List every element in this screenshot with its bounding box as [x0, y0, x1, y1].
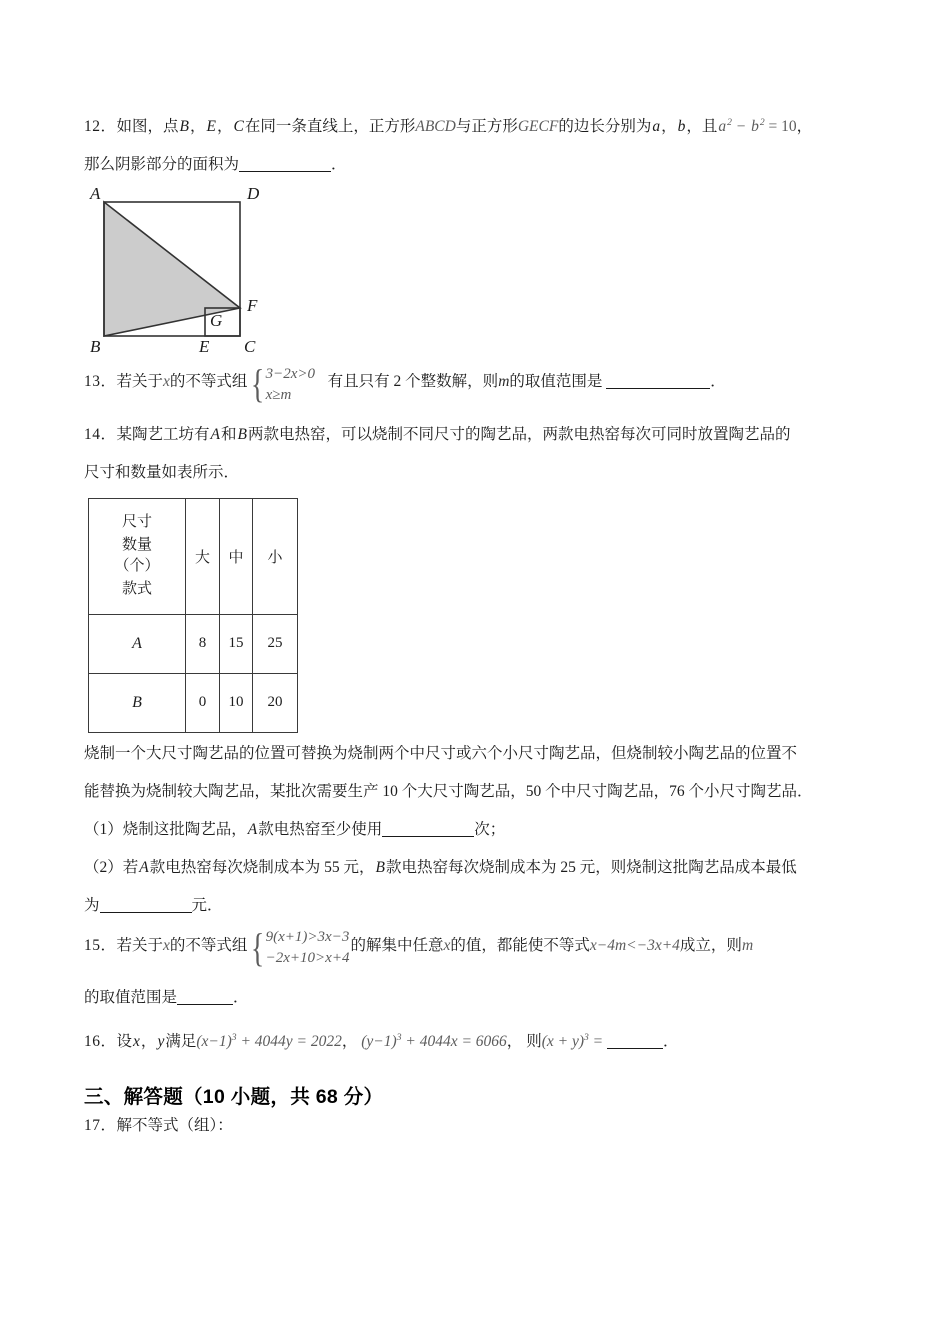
- row-b-medium: [220, 673, 253, 732]
- question-13-var-m: m: [498, 373, 510, 391]
- question-14-sub2-blank[interactable]: [100, 912, 192, 913]
- row-b-large-value: 0: [198, 694, 207, 711]
- question-14-sub1-blank[interactable]: [382, 836, 474, 837]
- question-14-line1-seg2: 和: [221, 425, 237, 443]
- eq2-rest: + 4044x = 6066: [405, 1033, 507, 1051]
- header-line-model: 款式: [121, 580, 152, 597]
- question-16: [84, 1017, 874, 1063]
- question-13-text-c: 有且只有 2 个整数解，则: [327, 373, 499, 391]
- question-15-text-b: 的不等式组: [169, 936, 248, 954]
- cond-var-a: a: [718, 118, 727, 136]
- question-13-text-b: 的不等式组: [169, 373, 248, 391]
- question-15-var-x: x: [163, 936, 170, 954]
- question-12-text-b: 在同一条直线上，正方形: [244, 118, 416, 136]
- question-15-answer-blank[interactable]: [177, 1004, 233, 1005]
- question-15-text-c: 的解集中任意: [350, 936, 444, 954]
- kiln-model-a-inline: A: [210, 425, 220, 443]
- question-16-equation-2: $(y-1)^3 + 4044x = 6066$: [361, 1031, 507, 1051]
- eq1-rest: + 4044y = 2022: [240, 1033, 342, 1051]
- eq2-base: (y−1): [361, 1033, 397, 1051]
- question-14-body-line1: 烧制一个大尺寸陶艺品的位置可替换为烧制两个中尺寸或六个小尺寸陶艺品，但烧制较小陶艺品的位置不: [84, 744, 798, 762]
- cond-var-b: b: [751, 118, 759, 136]
- vertex-label-e: E: [199, 337, 210, 357]
- eq3-base: (x + y): [541, 1033, 584, 1051]
- row-a-large: [186, 614, 220, 673]
- question-15-line2-period: ．: [233, 988, 249, 1006]
- table-header-row: [89, 498, 298, 614]
- square-gecf-label: GECF: [517, 118, 559, 136]
- question-15-var-x2: x: [443, 936, 451, 954]
- question-13-inequality-system: [248, 361, 316, 407]
- question-12: 12．如图，点B，E，C在同一条直线上，正方形ABCD与正方形GECF的边长分别为a，b，且$a^2 - b^2 = 10$， 那么阴影部分的面积为 ．: [84, 117, 813, 174]
- question-14-sub2-text-b: 款电热窑每次烧制成本为 55 元，: [149, 858, 375, 876]
- side-length-a: a: [652, 118, 661, 136]
- question-14-body-line2: 能替换为烧制较大陶艺品，某批次需要生产 10 个大尺寸陶艺品，50 个中尺寸陶艺品，76 个小尺寸陶艺品．: [84, 782, 813, 800]
- table-row: [89, 614, 298, 673]
- question-14-number: 14．: [84, 425, 117, 443]
- point-b-label: B: [179, 118, 189, 136]
- sub2-model-a: A: [139, 858, 149, 876]
- question-14-sub2: [84, 849, 874, 925]
- question-14-sub2-text-e: 元．: [191, 896, 223, 914]
- question-13-text-a: 若关于: [116, 373, 164, 391]
- condition-expression: $a^2 - b^2 = 10$: [718, 117, 797, 136]
- question-14-line1-seg3: 两款电热窑，可以烧制不同尺寸的陶艺品，两款电热窑每次可同时放置陶艺品的: [247, 425, 791, 443]
- question-16-comma: ，: [140, 1033, 157, 1051]
- two-squares-diagram: [84, 186, 344, 358]
- row-a-large-value: 8: [198, 635, 207, 652]
- question-14-sub1-text-c: 次；: [474, 820, 506, 838]
- question-14-body: [84, 735, 874, 811]
- question-15-ineq-1: 9(x+1)>3x−3: [265, 928, 350, 945]
- question-12-comma: ，: [796, 118, 813, 136]
- header-line-count: 数量: [121, 536, 152, 553]
- question-16-sep2: ，: [506, 1033, 523, 1051]
- question-14-sub2-text-d: 为: [84, 896, 100, 914]
- question-13-answer-blank[interactable]: [606, 388, 710, 389]
- question-14-line2: 尺寸和数量如表所示．: [84, 463, 240, 481]
- question-16-number: 16．: [84, 1033, 117, 1051]
- question-16-text-c: 则: [526, 1033, 542, 1051]
- point-e-label: E: [206, 118, 216, 136]
- question-13-text-d: 的取值范围是: [509, 373, 603, 391]
- question-13: [84, 362, 874, 405]
- question-14-sub2-text-c: 款电热窑每次烧制成本为 25 元，则烧制这批陶艺品成本最低: [385, 858, 797, 876]
- row-a-medium: [220, 614, 253, 673]
- question-13-number: 13．: [84, 373, 117, 391]
- question-12-period: ．: [331, 156, 347, 174]
- question-17-number: 17．: [84, 1117, 117, 1135]
- question-13-period: ．: [710, 373, 726, 391]
- point-c-label: C: [233, 118, 244, 136]
- question-15-text-d: 的值，都能使不等式: [450, 936, 590, 954]
- question-16-var-y: y: [157, 1033, 165, 1051]
- question-13-ineq-1: 3−2x>0: [265, 365, 316, 382]
- question-16-var-x: x: [133, 1033, 140, 1051]
- question-15-line2: [84, 979, 874, 1017]
- row-model-a: [89, 614, 186, 673]
- system-brace-icon: {: [251, 924, 265, 970]
- question-16-sep1: ，: [341, 1033, 358, 1051]
- row-a-small: [253, 614, 298, 673]
- question-15: [84, 925, 874, 969]
- vertex-label-c: C: [244, 337, 256, 357]
- kiln-capacity-table: [88, 498, 298, 733]
- kiln-table-wrapper: [88, 498, 874, 733]
- question-14-line1-seg1: 某陶艺工坊有: [116, 425, 210, 443]
- vertex-label-a: A: [90, 186, 101, 204]
- model-a-label: A: [132, 634, 142, 652]
- question-15-text-e: 成立，则: [679, 936, 742, 954]
- vertex-label-g: G: [210, 311, 223, 331]
- row-a-small-value: 25: [267, 635, 283, 652]
- question-16-text-a: 设: [116, 1033, 133, 1051]
- sub1-model-a: A: [247, 820, 258, 838]
- question-14-sub1: [84, 811, 874, 849]
- section-heading-3: 三、解答题（10 小题，共 68 分）: [84, 1086, 384, 1109]
- square-abcd-label: ABCD: [415, 118, 456, 136]
- kiln-model-b-inline: B: [237, 425, 247, 443]
- question-16-answer-blank[interactable]: [607, 1048, 663, 1049]
- question-12-text-c: 与正方形: [455, 118, 518, 136]
- question-16-period: ．: [663, 1033, 679, 1051]
- row-b-small-value: 20: [267, 694, 283, 711]
- question-15-target-inequality: x−4m<−3x+4: [589, 936, 680, 954]
- question-15-line2-text: 的取值范围是: [84, 988, 178, 1006]
- question-12-figure: [84, 186, 874, 358]
- question-12-number: 12．: [84, 118, 117, 136]
- row-model-b: [89, 673, 186, 732]
- question-15-number: 15．: [84, 936, 117, 954]
- question-12-answer-blank[interactable]: [239, 171, 331, 172]
- model-b-label: B: [132, 693, 142, 711]
- question-15-text-a: 若关于: [116, 936, 164, 954]
- question-14-sub2-text-a: （2）若: [84, 858, 139, 876]
- table-header-small: 小: [253, 498, 298, 614]
- question-12-text-d: 的边长分别为: [558, 118, 652, 136]
- question-12-line2: 那么阴影部分的面积为: [84, 156, 240, 174]
- system-brace-icon: {: [251, 361, 265, 407]
- question-14: [84, 416, 874, 492]
- row-b-large: [186, 673, 220, 732]
- sub2-model-b: B: [375, 858, 385, 876]
- question-15-inequality-system: [248, 924, 350, 970]
- row-b-medium-value: 10: [228, 694, 244, 711]
- question-15-var-m: m: [741, 936, 754, 954]
- question-16-equation-1: $(x-1)^3 + 4044y = 2022$: [196, 1031, 342, 1051]
- header-line-size: 尺寸: [121, 513, 152, 530]
- question-16-text-b: 满足: [165, 1033, 197, 1051]
- page-content: [84, 104, 874, 1141]
- question-17-text: 解不等式（组）：: [116, 1117, 233, 1135]
- question-13-ineq-2: x≥m: [265, 386, 292, 403]
- question-14-sub1-text-a: （1）烧制这批陶艺品，: [84, 820, 247, 838]
- vertex-label-f: F: [247, 296, 258, 316]
- table-header-medium: 中: [220, 498, 253, 614]
- table-header-large: 大: [186, 498, 220, 614]
- table-row: [89, 673, 298, 732]
- eq1-base: (x−1): [196, 1033, 232, 1051]
- question-14-sub1-text-b: 款电热窑至少使用: [258, 820, 383, 838]
- cond-equals: = 10: [768, 118, 797, 136]
- question-15-ineq-2: −2x+10>x+4: [265, 949, 350, 966]
- row-b-small: [253, 673, 298, 732]
- vertex-label-d: D: [247, 186, 260, 204]
- question-13-var-x: x: [163, 373, 170, 391]
- header-line-unit: （个）: [114, 557, 160, 574]
- row-a-medium-value: 15: [228, 635, 244, 652]
- side-length-b: b: [677, 118, 686, 136]
- question-17: [84, 1111, 874, 1141]
- question-12-text-a: 如图，点: [116, 118, 179, 136]
- eq3-rest: =: [592, 1033, 604, 1051]
- cond-minus: −: [735, 118, 747, 136]
- table-header-corner-cell: [89, 498, 186, 614]
- vertex-label-b: B: [90, 337, 101, 357]
- question-16-equation-3: $(x + y)^3$ =: [541, 1031, 604, 1051]
- question-12-text-e: ，且: [686, 118, 718, 136]
